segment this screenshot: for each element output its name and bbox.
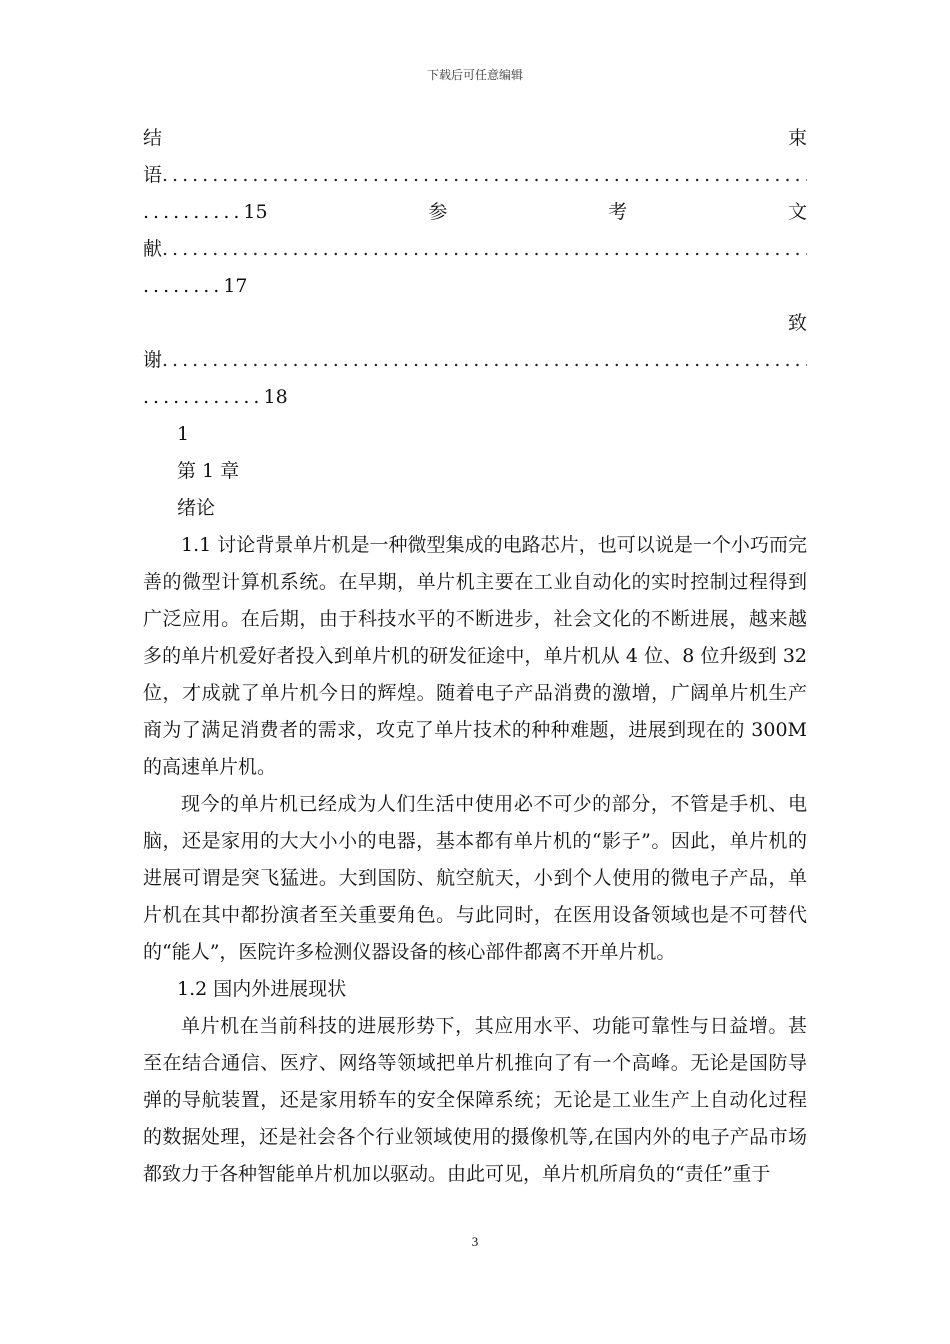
toc-leader-dots <box>162 342 807 379</box>
toc-thanks-line-2 <box>143 342 807 379</box>
toc-leader-dots <box>162 157 807 194</box>
toc-conclusion-page: 15 <box>243 201 268 223</box>
toc-thanks-line-3 <box>143 379 807 416</box>
toc-references-char1: 参 <box>428 201 448 223</box>
toc-references-char2: 考 <box>608 201 628 223</box>
toc-references-page: 17 <box>223 275 248 297</box>
page-marker: 1 <box>177 423 190 445</box>
toc-conclusion-line-2 <box>143 157 807 194</box>
toc-conclusion-line-1 <box>143 120 807 157</box>
toc-references-line-2 <box>143 231 807 268</box>
toc-leader-dots <box>162 231 807 268</box>
toc-leader-dots: ............ <box>143 386 264 408</box>
toc-thanks-line-1 <box>143 305 807 342</box>
toc-thanks-char2: 谢 <box>143 349 163 371</box>
toc-conclusion-char1: 结 <box>143 127 163 149</box>
chapter-title: 绪论 <box>177 497 216 519</box>
toc-leader-dots: ........ <box>143 275 224 297</box>
toc-conclusion-char3: 语 <box>143 164 163 186</box>
page-content <box>143 120 807 1193</box>
page-number: 3 <box>471 1234 479 1249</box>
toc-thanks-char1: 致 <box>787 312 807 334</box>
section-1-2-paragraph-1: 单片机在当前科技的进展形势下，其应用水平、功能可靠性与日益增。甚至在结合通信、医疗、网络等领域把单片机推向了有一个高峰。无论是国防导弹的导航装置，还是家用轿车的安全保障系统；无论是工业生产上自动化过程的数据处理，还是社会各个行业领域使用的摄像机等,在国内外的电子产品市场都致力于各种智能单片机加以驱动。由此可见，单片机所肩负的“责任”重于 <box>143 1015 807 1185</box>
toc-references-line-1 <box>143 194 807 231</box>
toc-references-line-3 <box>143 268 807 305</box>
section-1-1-paragraph-2: 现今的单片机已经成为人们生活中使用必不可少的部分，不管是手机、电脑，还是家用的大大小小的电器，基本都有单片机的“影子”。因此，单片机的进展可谓是突飞猛进。大到国防、航空航天，小到个人使用的微电子产品，单片机在其中都扮演者至关重要角色。与此同时，在医用设备领域也是不可替代的“能人”，医院许多检测仪器设备的核心部件都离不开单片机。 <box>143 793 807 963</box>
toc-conclusion-char2: 束 <box>787 127 807 149</box>
toc-references-char3: 文 <box>787 201 807 223</box>
chapter-number: 第 1 章 <box>177 460 240 482</box>
section-1-1-paragraph-1: 1.1 讨论背景单片机是一种微型集成的电路芯片，也可以说是一个小巧而完善的微型计算机系统。在早期，单片机主要在工业自动化的实时控制过程得到广泛应用。在后期，由于科技水平的不断进步，社会文化的不断进展，越来越多的单片机爱好者投入到单片机的研发征途中，单片机从 4 位、8 位升级到 32 位，才成就了单片机今日的辉煌。随着电子产品消费的激增，广阔单片机生产商为了满足消费者的需求，攻克了单片技术的种种难题，进展到现在的 300M 的高速单片机。 <box>143 534 807 778</box>
toc-references-char4: 献 <box>143 238 163 260</box>
toc-leader-dots: .......... <box>143 201 244 223</box>
toc-thanks-page: 18 <box>263 386 288 408</box>
section-1-2-title: 1.2 国内外进展现状 <box>177 978 347 1000</box>
page-header: 下载后可任意编辑 <box>426 68 523 82</box>
